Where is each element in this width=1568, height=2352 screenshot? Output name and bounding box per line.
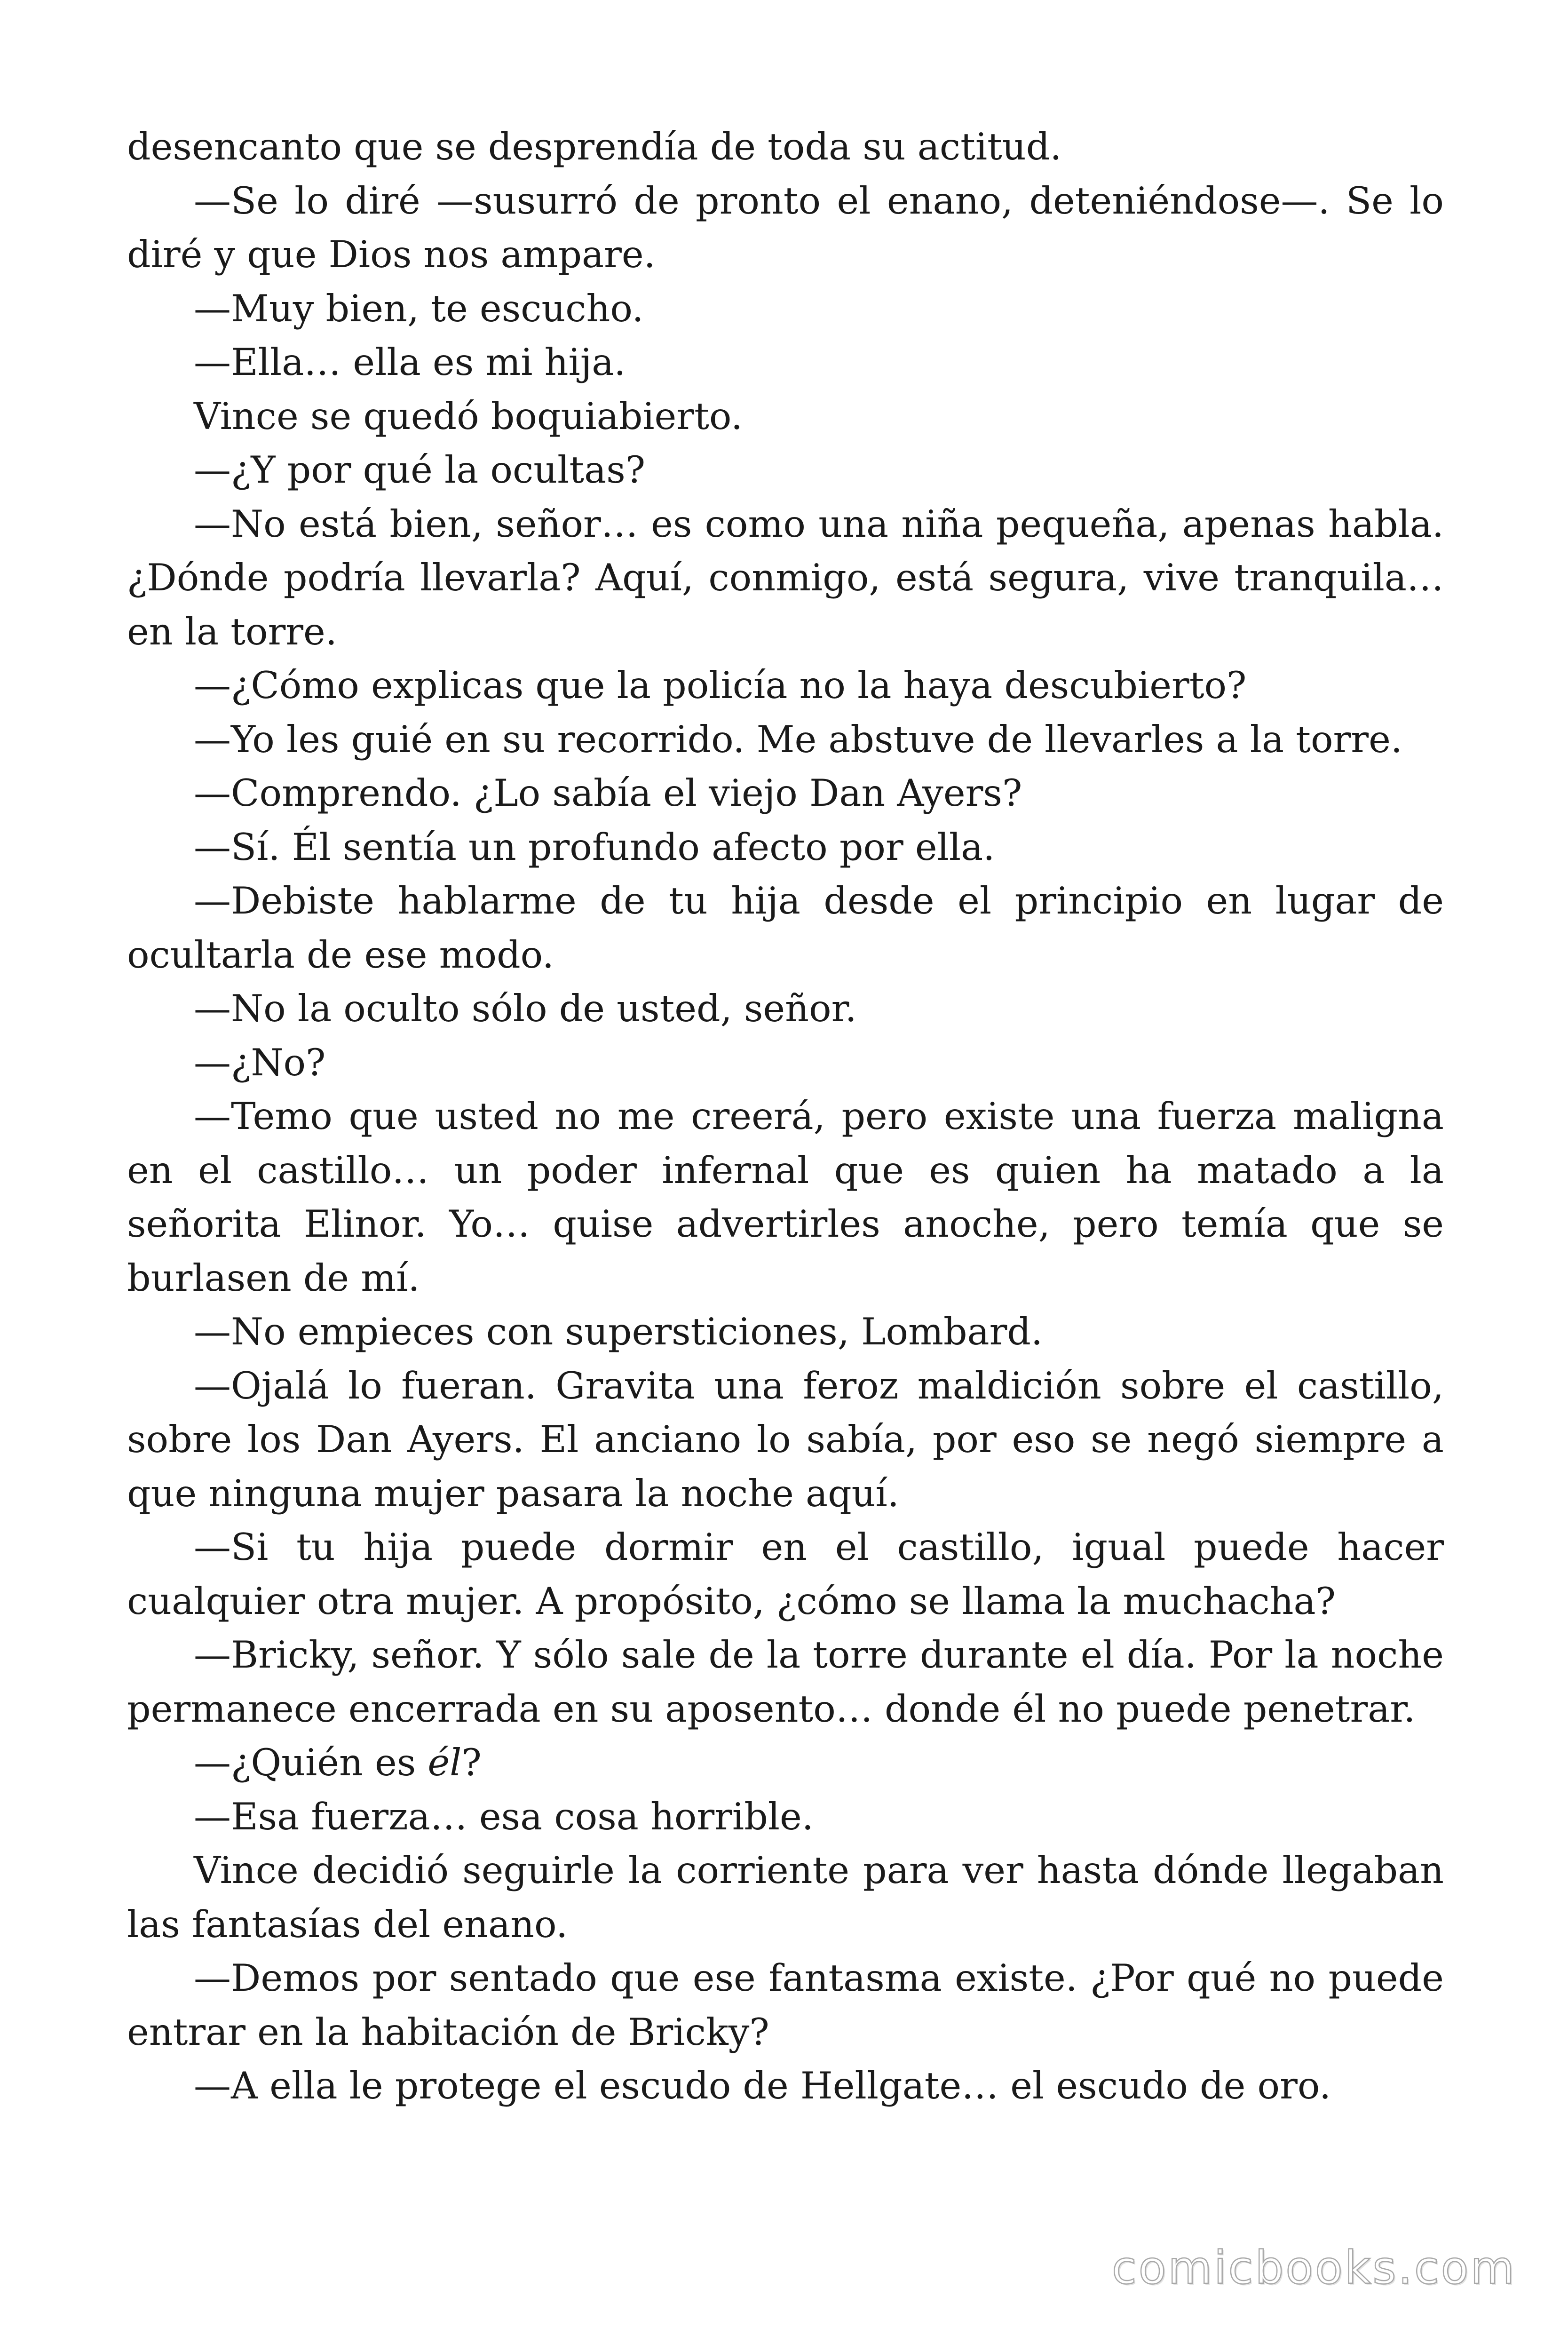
- text-segment: —Comprendo. ¿Lo sabía el viejo Dan Ayers?: [194, 771, 1022, 815]
- paragraph: [127, 1790, 1444, 1844]
- text-segment: —Ojalá lo fueran. Gravita una feroz maldición sobre el castillo, sobre los Dan Ayers. El anciano lo sabía, por eso se negó siempre a que ninguna mujer pasara la noche aquí.: [127, 1364, 1444, 1515]
- text-segment: —No está bien, señor… es como una niña pequeña, apenas habla. ¿Dónde podría llevarla? Aquí, conmigo, está segura, vive tranquila… en la torre.: [127, 502, 1444, 653]
- text-segment: Vince se quedó boquiabierto.: [194, 394, 743, 438]
- paragraph: [127, 766, 1444, 820]
- paragraph: [127, 1305, 1444, 1359]
- text-segment: —No empieces con supersticiones, Lombard.: [194, 1310, 1043, 1353]
- paragraph: [127, 335, 1444, 389]
- paragraph: [127, 874, 1444, 982]
- text-segment: —¿Y por qué la ocultas?: [194, 448, 646, 492]
- paragraph: [127, 120, 1444, 174]
- text-segment: —Debiste hablarme de tu hija desde el principio en lugar de ocultarla de ese modo.: [127, 879, 1444, 977]
- paragraph: [127, 174, 1444, 282]
- paragraph: [127, 1628, 1444, 1736]
- text-segment: —Yo les guié en su recorrido. Me abstuve de llevarles a la torre.: [194, 717, 1402, 761]
- text-segment: —Muy bien, te escucho.: [194, 286, 644, 330]
- body-text: [127, 120, 1444, 2113]
- paragraph: [127, 1359, 1444, 1521]
- paragraph: [127, 282, 1444, 336]
- text-segment: desencanto que se desprendía de toda su actitud.: [127, 125, 1062, 168]
- text-segment: —Si tu hija puede dormir en el castillo, igual puede hacer cualquier otra mujer. A propósito, ¿cómo se llama la muchacha?: [127, 1526, 1444, 1623]
- paragraph: [127, 1843, 1444, 1951]
- emphasis-text: él: [428, 1741, 462, 1784]
- paragraph: [127, 1951, 1444, 2059]
- text-segment: —Se lo diré —susurró de pronto el enano, deteniéndose—. Se lo diré y que Dios nos ampare.: [127, 179, 1444, 276]
- text-segment: ?: [461, 1741, 482, 1784]
- paragraph: [127, 1036, 1444, 1090]
- text-segment: —¿Quién es: [194, 1741, 428, 1784]
- text-segment: —Demos por sentado que ese fantasma existe. ¿Por qué no puede entrar en la habitación de Bricky?: [127, 1956, 1444, 2054]
- text-segment: —A ella le protege el escudo de Hellgate… el escudo de oro.: [194, 2064, 1331, 2107]
- text-segment: —¿Cómo explicas que la policía no la haya descubierto?: [194, 664, 1247, 707]
- paragraph: [127, 1520, 1444, 1628]
- text-segment: —Temo que usted no me creerá, pero existe una fuerza maligna en el castillo… un poder infernal que es quien ha matado a la señorita Elinor. Yo… quise advertirles anoche, pero temía que se burlasen de mí.: [127, 1095, 1444, 1300]
- paragraph: [127, 1089, 1444, 1305]
- paragraph: [127, 443, 1444, 497]
- text-segment: —¿No?: [194, 1041, 326, 1084]
- paragraph: [127, 713, 1444, 767]
- text-segment: —Ella… ella es mi hija.: [194, 341, 626, 384]
- watermark-logo: comicbooks.com: [1111, 2241, 1516, 2294]
- text-segment: —Bricky, señor. Y sólo sale de la torre durante el día. Por la noche permanece encerrada en su aposento… donde él no puede penetrar.: [127, 1633, 1444, 1731]
- paragraph: [127, 2059, 1444, 2113]
- paragraph: [127, 497, 1444, 659]
- text-segment: —Esa fuerza… esa cosa horrible.: [194, 1795, 814, 1838]
- paragraph: [127, 389, 1444, 444]
- paragraph: [127, 1736, 1444, 1790]
- text-segment: Vince decidió seguirle la corriente para ver hasta dónde llegaban las fantasías del enano.: [127, 1849, 1444, 1946]
- paragraph: [127, 659, 1444, 713]
- paragraph: [127, 820, 1444, 874]
- paragraph: [127, 982, 1444, 1036]
- text-segment: —No la oculto sólo de usted, señor.: [194, 987, 857, 1030]
- text-segment: —Sí. Él sentía un profundo afecto por ella.: [194, 825, 995, 869]
